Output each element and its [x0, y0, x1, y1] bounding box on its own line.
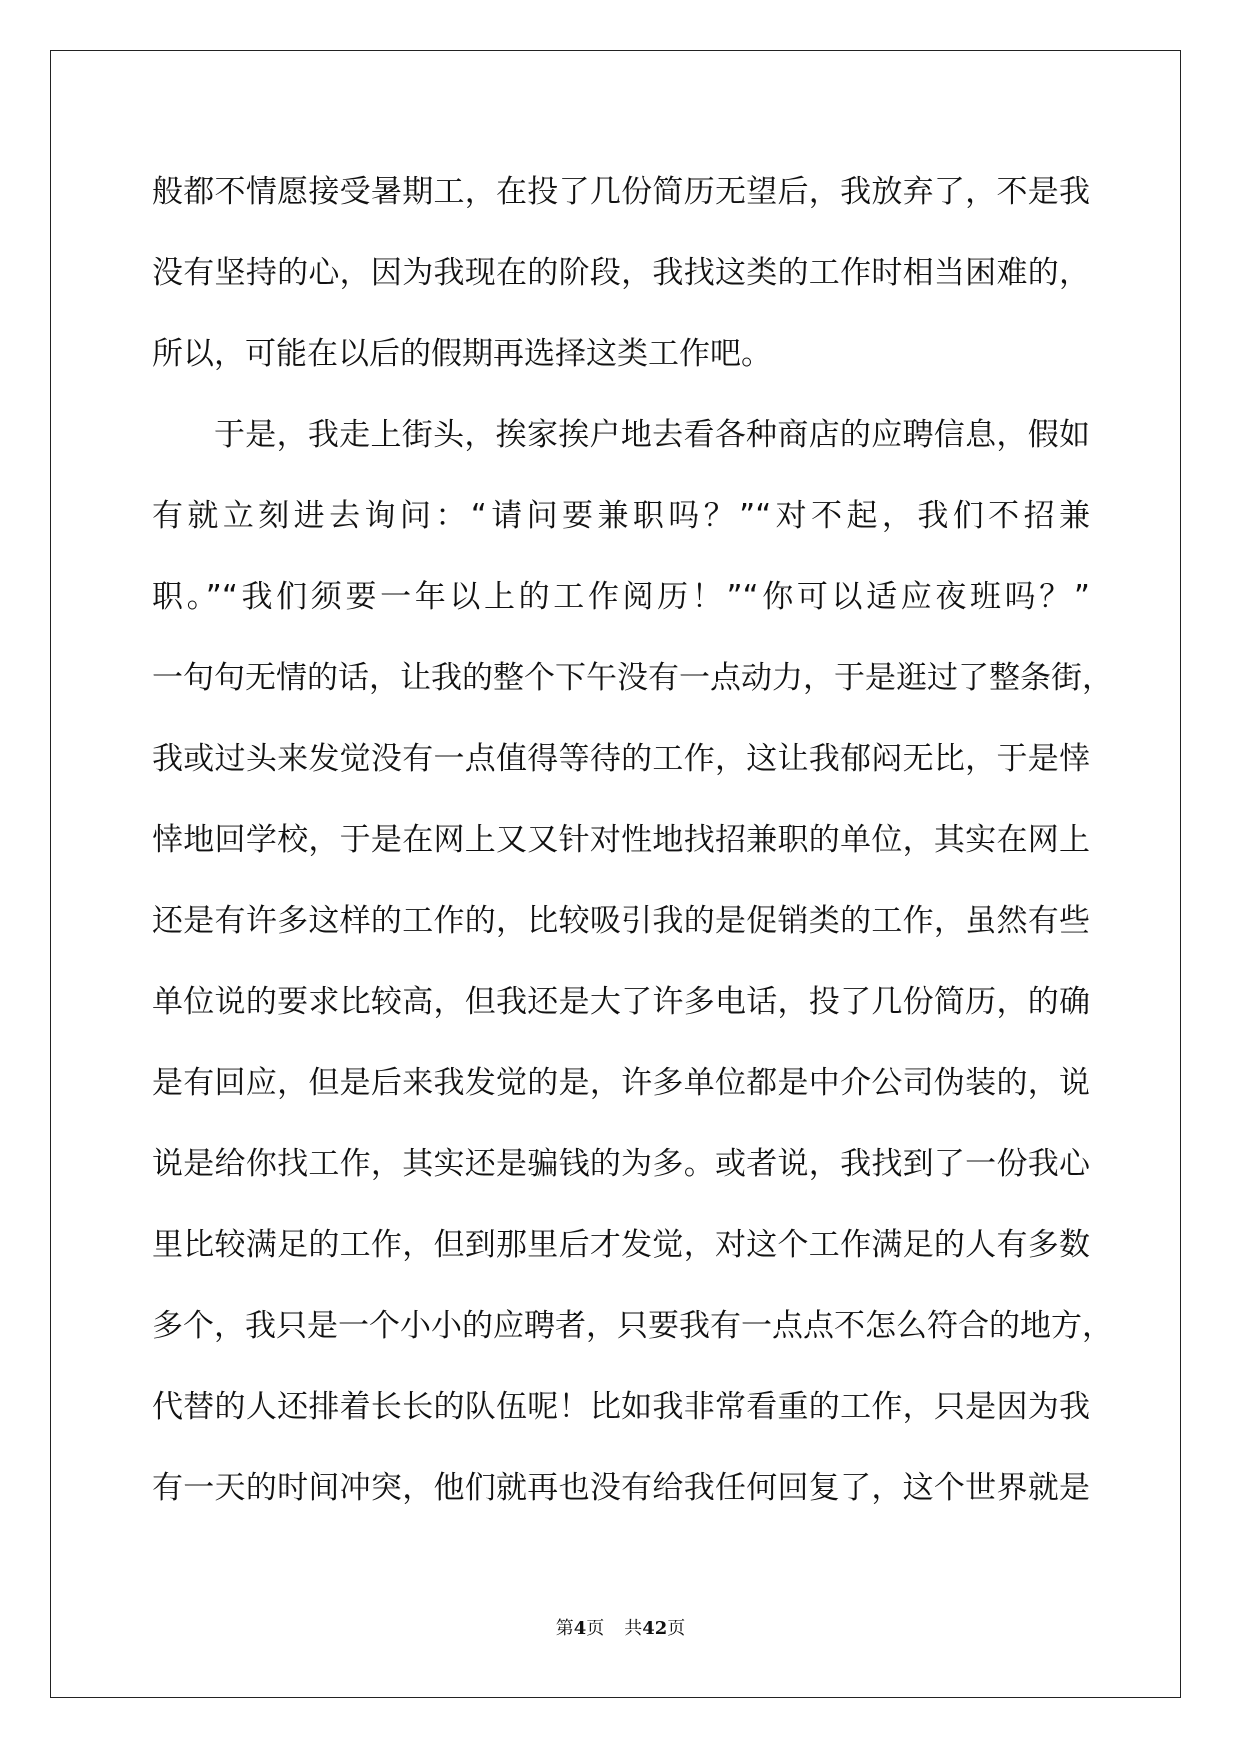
page-suffix: 页	[586, 1618, 605, 1639]
text-line: 单位说的要求比较高，但我还是大了许多电话，投了几份简历，的确	[152, 984, 1090, 1020]
body-text	[152, 168, 1113, 1545]
page-footer	[0, 1617, 1241, 1641]
text-line: 是有回应，但是后来我发觉的是，许多单位都是中介公司伪装的，说	[152, 1065, 1090, 1101]
text-line: 所以，可能在以后的假期再选择这类工作吧。	[152, 336, 772, 372]
total-prefix: 共	[624, 1618, 643, 1639]
text-line: 一句句无情的话，让我的整个下午没有一点动力，于是逛过了整条街，	[152, 660, 1113, 696]
text-line: 里比较满足的工作，但到那里后才发觉，对这个工作满足的人有多数	[152, 1227, 1090, 1263]
text-line: 说是给你找工作，其实还是骗钱的为多。或者说，我找到了一份我心	[152, 1146, 1090, 1182]
text-line: 没有坚持的心，因为我现在的阶段，我找这类的工作时相当困难的，	[152, 255, 1090, 291]
text-line: 还是有许多这样的工作的，比较吸引我的是促销类的工作，虽然有些	[152, 903, 1090, 939]
page-number: 4	[573, 1618, 587, 1639]
text-line: 代替的人还排着长长的队伍呢！比如我非常看重的工作，只是因为我	[152, 1389, 1090, 1425]
text-line: 般都不情愿接受暑期工，在投了几份简历无望后，我放弃了，不是我	[152, 174, 1090, 210]
text-line: 职。”“我们须要一年以上的工作阅历！”“你可以适应夜班吗？”	[152, 579, 1090, 615]
text-line: 多个，我只是一个小小的应聘者，只要我有一点点不怎么符合的地方，	[152, 1308, 1113, 1344]
text-line: 于是，我走上街头，挨家挨户地去看各种商店的应聘信息，假如	[214, 417, 1090, 453]
total-suffix: 页	[667, 1618, 686, 1639]
text-line: 有就立刻进去询问：“请问要兼职吗？”“对不起，我们不招兼	[152, 498, 1090, 534]
page-prefix: 第	[555, 1618, 574, 1639]
text-line: 我或过头来发觉没有一点值得等待的工作，这让我郁闷无比，于是悻	[152, 741, 1090, 777]
text-line: 悻地回学校，于是在网上又又针对性地找招兼职的单位，其实在网上	[152, 822, 1090, 858]
text-line: 有一天的时间冲突，他们就再也没有给我任何回复了，这个世界就是	[152, 1470, 1090, 1506]
total-pages: 42	[642, 1618, 668, 1639]
